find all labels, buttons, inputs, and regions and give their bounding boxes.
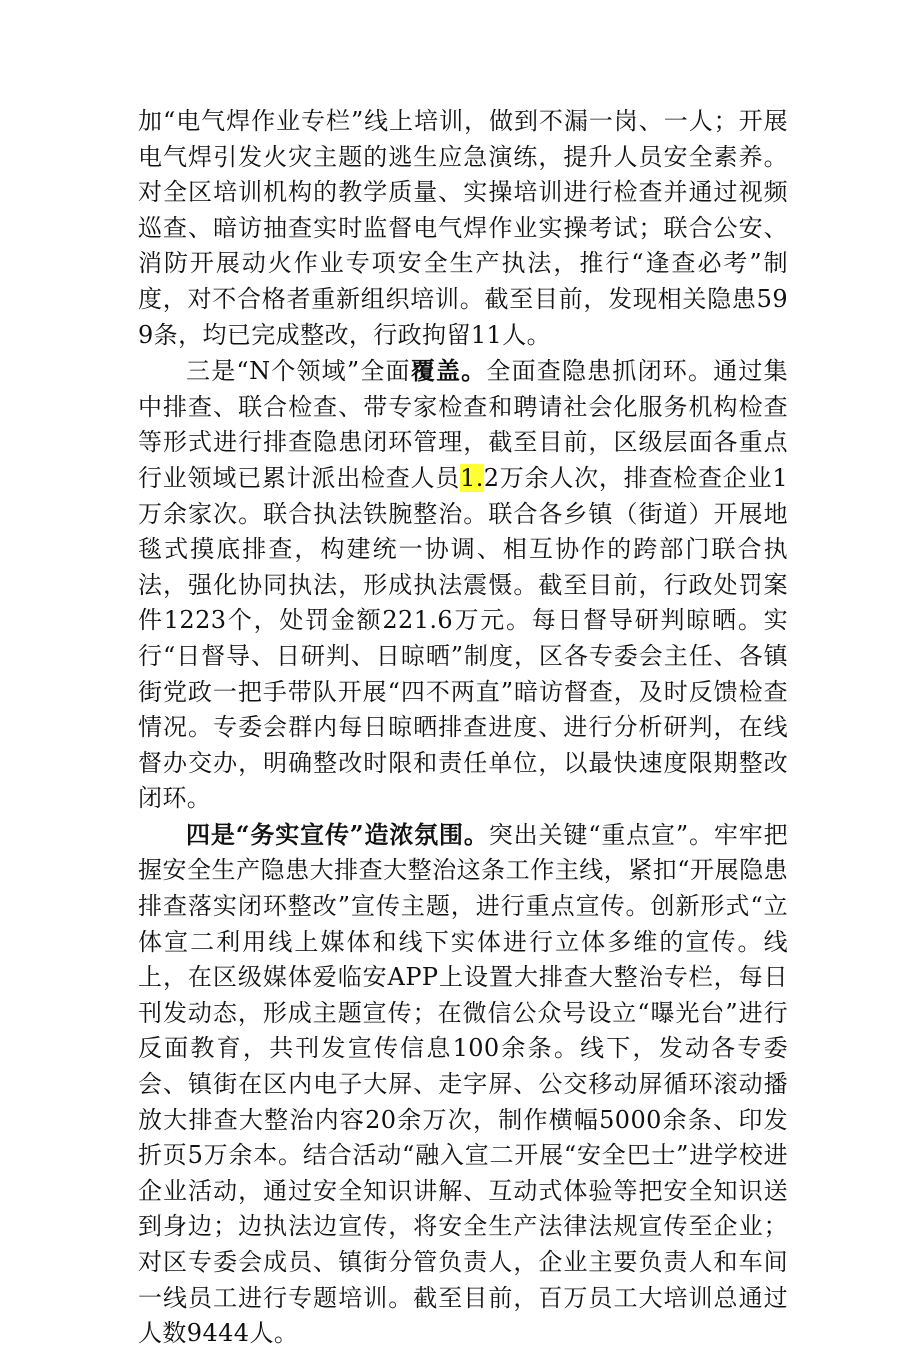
paragraph-lead-bold: 四是“务实宣传”造浓氛围。 — [186, 819, 489, 849]
paragraph-publicity — [138, 817, 788, 1352]
paragraph-text: 加“电气焊作业专栏”线上培训，做到不漏一岗、一人；开展电气焊引发火灾主题的逃生应急演练，提升人员安全素养。对全区培训机构的教学质量、实操培训进行检查并通过视频巡查、暗访抽查实时监督电气焊作业实操考试；联合公安、消防开展动火作业专项安全生产执法，推行“逢查必考”制度，对不合格者重新组织培训。截至目前，发现相关隐患599条，均已完成整改，行政拘留11人。 — [138, 107, 788, 349]
paragraph-text: 全面查隐患抓闭环。通过集中排查、联合检查、带专家检查和聘请社会化服务机构检查等形式进行排查隐患闭环管理，截至目前，区级层面各重点行业领域已累计派出检查人员 — [138, 357, 788, 492]
paragraph-electric-welding — [138, 104, 788, 353]
highlighted-text: 1. — [460, 463, 484, 492]
paragraph-text-continued: 2万余人次，排查检查企业1万余家次。联合执法铁腕整治。联合各乡镇（街道）开展地毯式摸底排查，构建统一协调、相互协作的跨部门联合执法，强化协同执法，形成执法震慑。截至目前，行政处罚案件1223个，处罚金额221.6万元。每日督导研判晾晒。实行“日督导、日研判、日晾晒”制度，区各专委会主任、各镇街党政一把手带队开展“四不两直”暗访督查，及时反馈检查情况。专委会群内每日晾晒排查进度、进行分析研判，在线督办交办，明确整改时限和责任单位，以最快速度限期整改闭环。 — [138, 463, 788, 813]
paragraph-lead-bold: 覆盖。 — [410, 356, 487, 386]
paragraph-text: 突出关键“重点宣”。牢牢把握安全生产隐患大排查大整治这条工作主线，紧扣“开展隐患排查落实闭环整改”宣传主题，进行重点宣传。创新形式“立体宣二利用线上媒体和线下实体进行立体多维的宣传。线上，在区级媒体爱临安APP上设置大排查大整治专栏，每日刊发动态，形成主题宣传；在微信公众号设立“曝光台”进行反面教育，共刊发宣传信息100余条。线下，发动各专委会、镇街在区内电子大屏、走字屏、公交移动屏循环滚动播放大排查大整治内容20余万次，制作横幅5000余条、印发折页5万余本。结合活动“融入宣二开展“安全巴士”进学校进企业活动，通过安全知识讲解、互动式体验等把安全知识送到身边；边执法边宣传，将安全生产法律法规宣传至企业；对区专委会成员、镇街分管负责人，企业主要负责人和车间一线员工进行专题培训。截至目前，百万员工大培训总通过人数9444人。 — [138, 820, 788, 1348]
paragraph-n-fields-coverage — [138, 353, 788, 817]
document-body — [138, 104, 788, 1352]
paragraph-lead: 三是“N个领域”全面 — [186, 357, 411, 386]
